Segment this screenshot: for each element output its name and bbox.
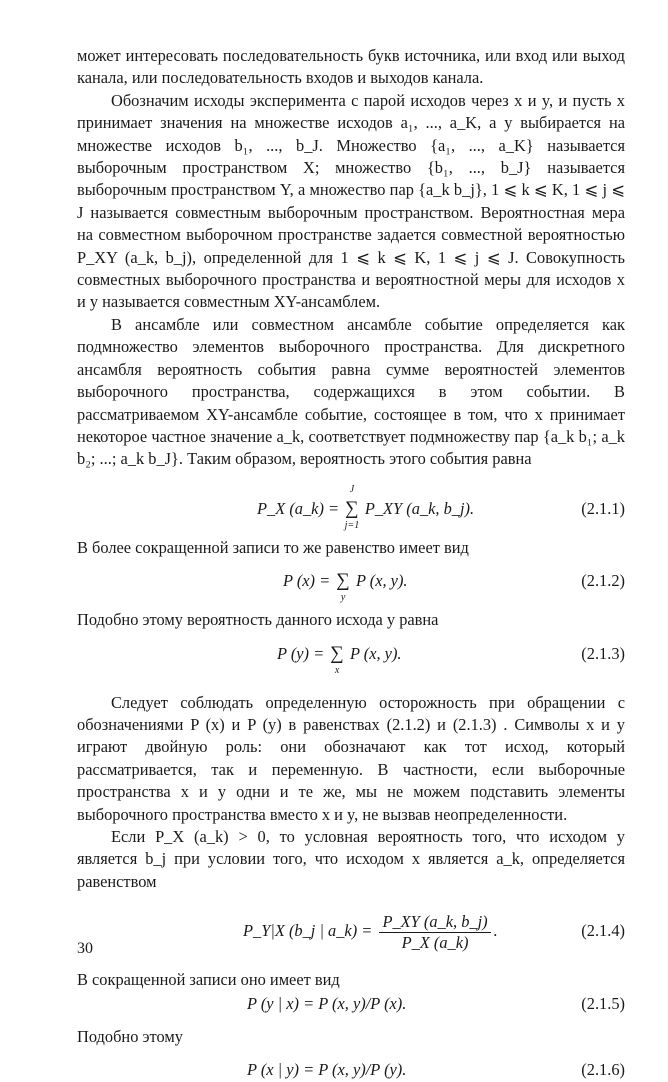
sum-lower-limit: j=1 (344, 519, 360, 531)
paragraph-similarly: Подобно этому (77, 1026, 183, 1046)
equation-number: (2.1.4) (581, 921, 625, 941)
sum-lower-limit: x (334, 664, 340, 676)
paragraph-abbrev: В сокращенной записи оно имеет вид (77, 970, 340, 990)
eq3-lhs: P (y) = (277, 643, 325, 663)
equation-2-1-4 (77, 909, 625, 953)
sum-symbol: ∑ J j=1 (344, 483, 360, 531)
sum-symbol: ∑ x (330, 642, 344, 676)
paragraph-conditional: Если P_X (a_k) > 0, то условная вероятность того, что исходом y является b_j при условии того, что исходом x является a_k, определяется равенством (77, 826, 625, 891)
equation-number: (2.1.2) (581, 571, 625, 591)
fraction (379, 912, 490, 953)
paragraph-continuation: может интересовать последовательность букв источника, или вход или выход канала, или последовательность входов и выходов канала. (77, 46, 625, 88)
eq2-rhs: P (x, y). (355, 571, 408, 591)
eq1-lhs: P_X (a_k) = (257, 498, 340, 518)
sum-lower-limit: y (340, 592, 346, 604)
paragraph-caution: Следует соблюдать определенную осторожность при обращении с обозначениями P (x) и P (y) в равенствах (2.1.2) и (2.1.3) . Символы x и y играют двойную роль: они обозначают как тот исход, который рассматривается, так и переменную. В частности, если выборочные пространства x и y одни и те же, мы не можем подставить элементы выборочного пространства вместо x и y, не вызвав неопределенности. (77, 692, 625, 824)
fraction-numerator: P_XY (a_k, b_j) (379, 912, 490, 933)
paragraph-short-form: В более сокращенной записи то же равенство имеет вид (77, 537, 469, 557)
eq4-tail: . (493, 921, 498, 941)
equation-number: (2.1.6) (581, 1060, 625, 1079)
equation-number: (2.1.1) (581, 498, 625, 518)
page-body (77, 45, 625, 1082)
fraction-denominator: P_X (a_k) (401, 932, 469, 952)
equation-2-1-5 (77, 992, 625, 1016)
paragraph-outcomes: Обозначим исходы эксперимента с парой исходов через x и y, и пусть x принимает значения на множестве исходов a₁, ..., a_K, а y выбирается на множестве исходов b₁, ..., b_J. Множество {a₁, ..., a_K} называется выборочным пространством X; множество {b₁, ..., b_J} называется выборочным пространством Y, а множество пар {a_k b_j}, 1 ⩽ k ⩽ K, 1 ⩽ j ⩽ J называется совместным выборочным пространством. Вероятностная мера на совместном выборочном пространстве задается совместной вероятностью P_XY (a_k, b_j), определенной для 1 ⩽ k ⩽ K, 1 ⩽ j ⩽ J. Совокупность совместных выборочного пространства и вероятностной меры для исходов x и y называется совместным XY-ансамблем. (77, 90, 625, 312)
paragraph-events: В ансамбле или совместном ансамбле событие определяется как подмножество элементов выборочного пространства. Для дискретного ансамбля вероятность события равна сумме вероятностей элементов выборочного пространства, содержащихся в этом событии. В рассматриваемом XY-ансамбле событие, состоящее в том, что x принимает некоторое частное значение a_k, соответствует подмножеству пар {a_k b₁; a_k b₂; ...; a_k b_J}. Таким образом, вероятность этого события равна (77, 314, 625, 469)
sum-upper-limit: J (349, 483, 355, 495)
eq4-lhs: P_Y|X (b_j | a_k) = (243, 921, 373, 941)
equation-2-1-3 (77, 642, 625, 676)
equation-number: (2.1.5) (581, 993, 625, 1013)
eq1-rhs: P_XY (a_k, b_j). (364, 498, 475, 518)
equation-2-1-2 (77, 569, 625, 604)
equation-number: (2.1.3) (581, 643, 625, 663)
page-number: 30 (77, 940, 93, 957)
eq5-formula: P (y | x) = P (x, y)/P (x). (247, 993, 407, 1013)
paragraph-y-probability: Подобно этому вероятность данного исхода y равна (77, 610, 439, 630)
equation-2-1-1 (77, 483, 625, 531)
eq2-lhs: P (x) = (283, 571, 331, 591)
equation-2-1-6 (77, 1058, 625, 1082)
eq6-formula: P (x | y) = P (x, y)/P (y). (247, 1060, 407, 1079)
sum-symbol: ∑ y (336, 570, 350, 604)
eq3-rhs: P (x, y). (349, 643, 402, 663)
